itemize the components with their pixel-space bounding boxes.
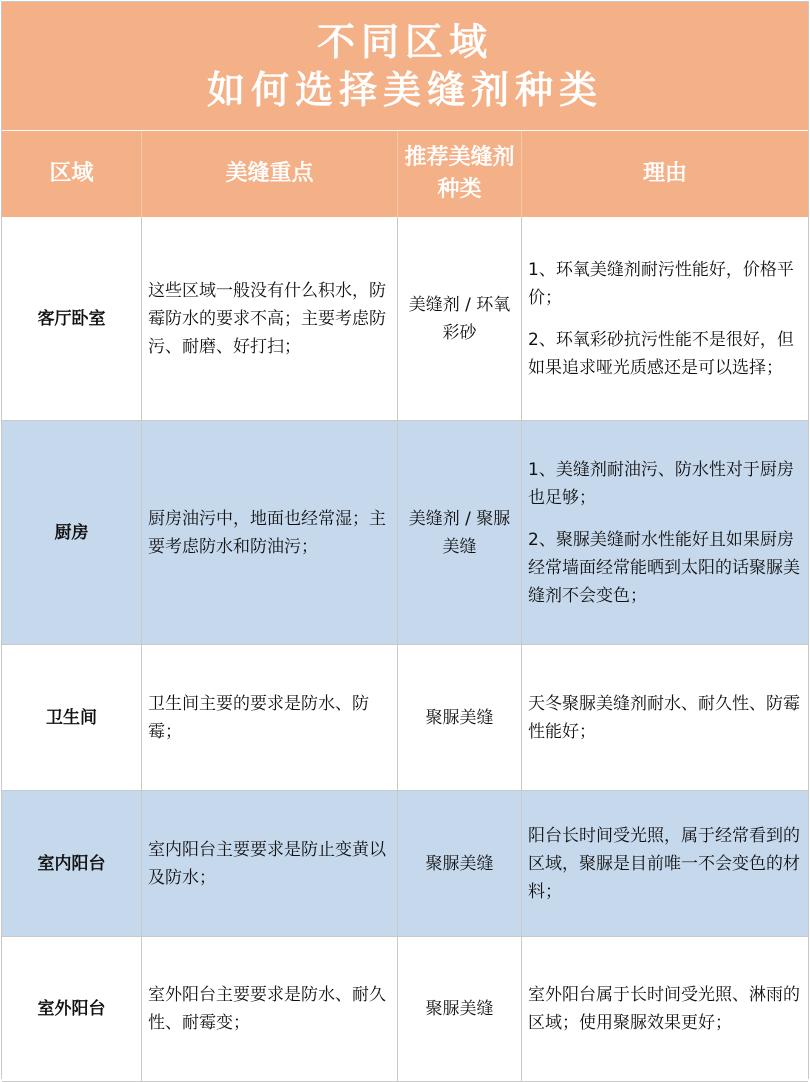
- table-row: [2, 791, 808, 937]
- title-block: [2, 2, 808, 131]
- header-reason: 理由: [642, 161, 687, 186]
- title-line-1: 不同区域: [316, 20, 493, 64]
- focus-cell: 室外阳台主要要求是防水、耐久性、耐霉变；: [142, 937, 398, 1081]
- region-cell: 室内阳台: [2, 791, 142, 936]
- type-cell: 聚脲美缝: [398, 791, 522, 936]
- table-row: [2, 421, 808, 645]
- reason-cell: [522, 217, 808, 420]
- table-row: [2, 645, 808, 791]
- header-type: 推荐美缝剂种类: [398, 131, 522, 217]
- type-cell: 美缝剂 / 环氧彩砂: [398, 217, 522, 420]
- table-header: [2, 131, 808, 217]
- region-cell: 厨房: [2, 421, 142, 644]
- focus-cell: 卫生间主要的要求是防水、防霉；: [142, 645, 398, 790]
- reason-text: 室外阳台属于长时间受光照、淋雨的区域；使用聚脲效果更好；: [528, 985, 800, 1033]
- reason-cell: [522, 937, 808, 1081]
- type-cell: 聚脲美缝: [398, 937, 522, 1081]
- comparison-table: [1, 1, 809, 1079]
- type-cell: 美缝剂 / 聚脲美缝: [398, 421, 522, 644]
- type-cell: 聚脲美缝: [398, 645, 522, 790]
- reason-text: 1、环氧美缝剂耐污性能好，价格平价；: [528, 259, 794, 308]
- reason-cell: [522, 421, 808, 644]
- focus-cell: 厨房油污中，地面也经常湿；主要考虑防水和防油污；: [142, 421, 398, 644]
- region-cell: 客厅卧室: [2, 217, 142, 420]
- reason-text: 天冬聚脲美缝剂耐水、耐久性、防霉性能好；: [528, 693, 800, 742]
- reason-text: 2、环氧彩砂抗污性能不是很好，但如果追求哑光质感还是可以选择；: [528, 329, 794, 378]
- focus-cell: 室内阳台主要要求是防止变黄以及防水；: [142, 791, 398, 936]
- reason-text: 2、聚脲美缝耐水性能好且如果厨房经常墙面经常能晒到太阳的话聚脲美缝剂不会变色；: [528, 529, 800, 606]
- table-row: [2, 937, 808, 1082]
- header-focus: 美缝重点: [142, 131, 398, 217]
- region-cell: 卫生间: [2, 645, 142, 790]
- reason-text: 1、美缝剂耐油污、防水性对于厨房也足够；: [528, 459, 794, 508]
- table-row: [2, 217, 808, 421]
- header-region: 区域: [2, 131, 142, 217]
- region-cell: 室外阳台: [2, 937, 142, 1081]
- reason-cell: [522, 645, 808, 790]
- title-line-2: 如何选择美缝剂种类: [206, 68, 603, 112]
- reason-text: 阳台长时间受光照，属于经常看到的区域，聚脲是目前唯一不会变色的材料；: [528, 825, 800, 902]
- focus-cell: 这些区域一般没有什么积水，防霉防水的要求不高；主要考虑防污、耐磨、好打扫；: [142, 217, 398, 420]
- reason-cell: [522, 791, 808, 936]
